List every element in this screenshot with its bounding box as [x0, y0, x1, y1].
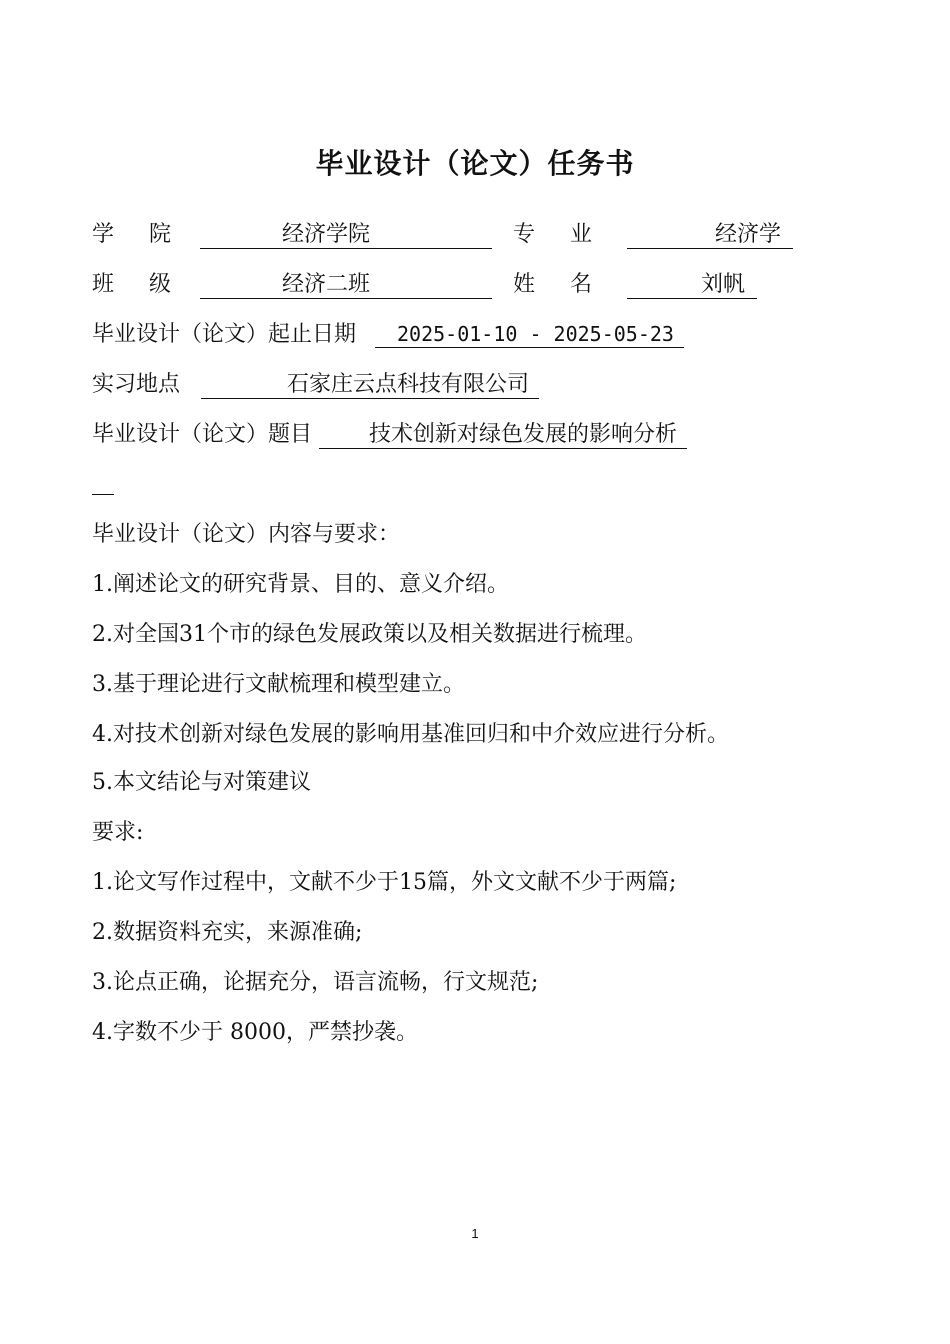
college-field — [200, 222, 492, 249]
location-label: 实习地点 — [92, 372, 181, 397]
major-label: 专 业 — [513, 222, 606, 247]
topic-label: 毕业设计（论文）题目 — [92, 422, 313, 447]
content-item-1: 1.阐述论文的研究背景、目的、意义介绍。 — [92, 572, 509, 597]
location-row — [92, 370, 539, 400]
name-label: 姓 名 — [513, 272, 606, 297]
college-value: 经济学院 — [281, 222, 370, 247]
requirement-2: 2.数据资料充实，来源准确; — [92, 920, 363, 945]
class-value: 经济二班 — [281, 272, 370, 297]
name-value: 刘帆 — [700, 272, 745, 297]
class-name-row — [92, 270, 757, 300]
page-number: 1 — [471, 1226, 479, 1241]
topic-row — [92, 420, 687, 450]
dates-value: 2025-01-10 - 2025-05-23 — [375, 321, 684, 348]
location-value: 石家庄云点科技有限公司 — [201, 372, 539, 399]
content-item-4: 4.对技术创新对绿色发展的影响用基准回归和中介效应进行分析。 — [92, 722, 729, 747]
requirement-4: 4.字数不少于 8000，严禁抄袭。 — [92, 1020, 418, 1045]
class-field — [200, 272, 492, 299]
content-item-2: 2.对全国31个市的绿色发展政策以及相关数据进行梳理。 — [92, 622, 647, 647]
college-major-row — [92, 220, 793, 250]
content-heading: 毕业设计（论文）内容与要求： — [92, 522, 401, 547]
major-value: 经济学 — [714, 222, 781, 247]
major-field — [627, 222, 793, 249]
college-label: 学 院 — [92, 222, 185, 247]
requirement-1: 1.论文写作过程中，文献不少于15篇，外文文献不少于两篇; — [92, 870, 677, 895]
content-item-5: 5.本文结论与对策建议 — [92, 770, 311, 795]
topic-value: 技术创新对绿色发展的影响分析 — [319, 422, 687, 449]
content-item-3: 3.基于理论进行文献梳理和模型建立。 — [92, 672, 465, 697]
underline-continuation — [92, 494, 114, 495]
requirement-3: 3.论点正确，论据充分，语言流畅，行文规范; — [92, 970, 539, 995]
requirements-heading: 要求: — [92, 820, 144, 845]
dates-row — [92, 320, 684, 350]
class-label: 班 级 — [92, 272, 185, 297]
name-field — [627, 272, 757, 299]
document-title: 毕业设计（论文）任务书 — [315, 147, 635, 180]
dates-label: 毕业设计（论文）起止日期 — [92, 322, 357, 347]
